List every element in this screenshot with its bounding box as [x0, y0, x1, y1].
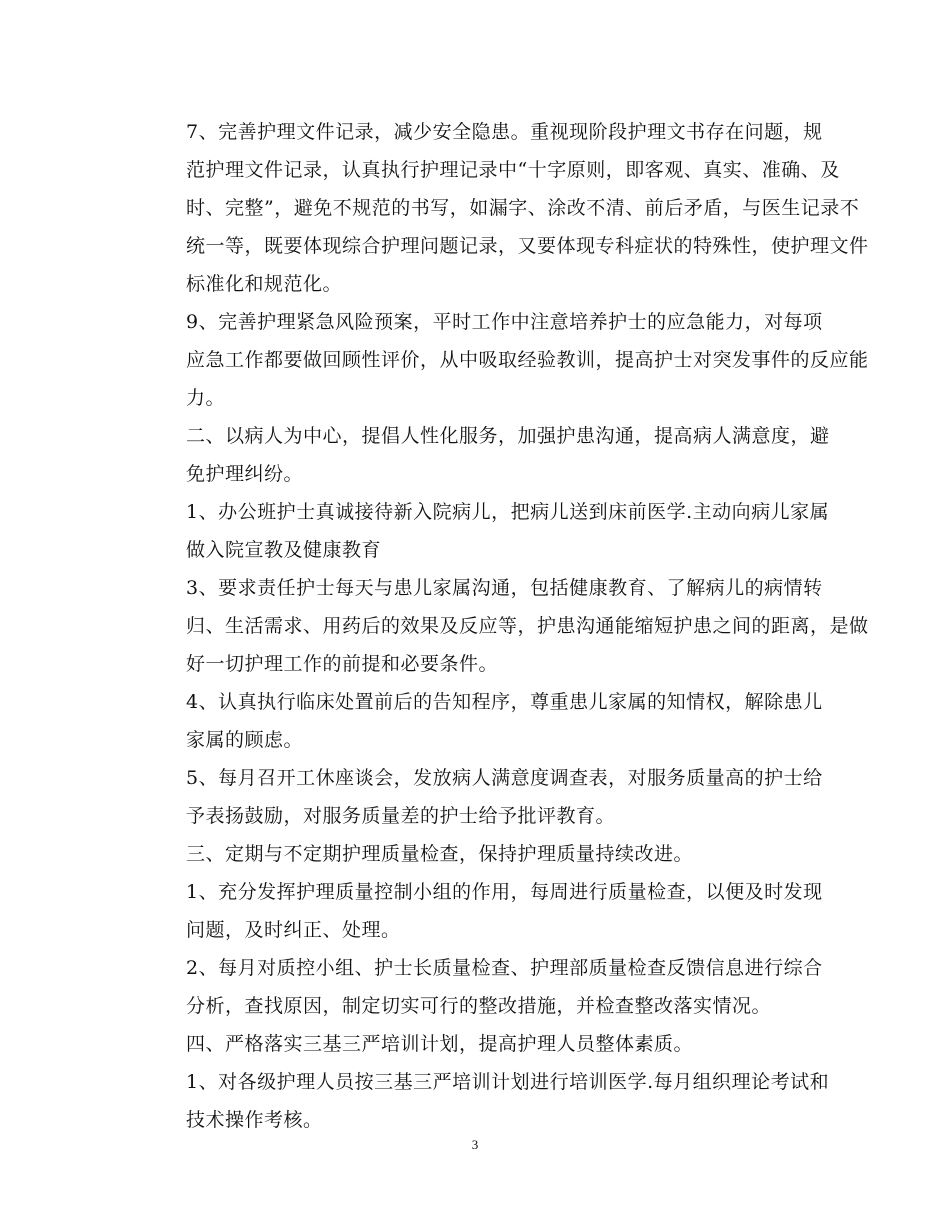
text-line: 四、严格落实三基三严培训计划，提高护理人员整体素质。: [186, 1033, 694, 1055]
text-line: 2、每月对质控小组、护士长质量检查、护理部质量检查反馈信息进行综合: [186, 957, 823, 979]
paragraph: [144, 1063, 830, 1139]
text-line: 统一等，既要体现综合护理问题记录，又要体现专科症状的特殊性，使护理文件: [186, 235, 869, 257]
text-line: 1、充分发挥护理质量控制小组的作用，每周进行质量检查，以便及时发现: [186, 881, 823, 903]
paragraph: [144, 835, 806, 873]
text-line: 二、以病人为中心，提倡人性化服务，加强护患沟通，提高病人满意度，避: [186, 425, 830, 447]
text-line: 4、认真执行临床处置前后的告知程序，尊重患儿家属的知情权，解除患儿: [186, 691, 823, 713]
paragraph: [144, 303, 869, 417]
text-line: 分析，查找原因，制定切实可行的整改措施，并检查整改落实情况。: [186, 995, 772, 1017]
text-line: 9、完善护理紧急风险预案，平时工作中注意培养护士的应急能力，对每项: [186, 311, 823, 333]
text-line: 1、办公班护士真诚接待新入院病儿，把病儿送到床前医学.主动向病儿家属: [186, 501, 830, 523]
text-line: 标准化和规范化。: [186, 273, 343, 295]
text-line: 1、对各级护理人员按三基三严培训计划进行培训医学.每月组织理论考试和: [186, 1071, 830, 1093]
text-line: 3、要求责任护士每天与患儿家属沟通，包括健康教育、了解病儿的病情转: [186, 577, 823, 599]
text-line: 免护理纠纷。: [186, 463, 304, 485]
paragraph: [144, 759, 823, 835]
text-line: 力。: [186, 387, 226, 409]
paragraph: [144, 113, 869, 303]
text-line: 三、定期与不定期护理质量检查，保持护理质量持续改进。: [186, 843, 694, 865]
text-line: 应急工作都要做回顾性评价，从中吸取经验教训，提高护士对突发事件的反应能: [186, 349, 869, 371]
paragraph: [144, 683, 823, 759]
text-line: 归、生活需求、用药后的效果及反应等，护患沟通能缩短护患之间的距离，是做: [186, 615, 869, 637]
paragraph: [144, 1025, 806, 1063]
text-line: 好一切护理工作的前提和必要条件。: [186, 653, 499, 675]
text-line: 7、完善护理文件记录，减少安全隐患。重视现阶段护理文书存在问题，规: [186, 121, 823, 143]
text-line: 时、完整”，避免不规范的书写，如漏字、涂改不清、前后矛盾，与医生记录不: [186, 197, 860, 219]
text-line: 问题，及时纠正、处理。: [186, 919, 401, 941]
paragraph: [144, 417, 830, 493]
document-body: [144, 113, 869, 1139]
paragraph: [144, 493, 830, 569]
text-line: 技术操作考核。: [186, 1109, 323, 1131]
text-line: 做入院宣教及健康教育: [186, 539, 382, 561]
page-number: 3: [471, 1137, 479, 1152]
paragraph: [144, 873, 823, 949]
text-line: 家属的顾虑。: [186, 729, 304, 751]
text-line: 予表扬鼓励，对服务质量差的护士给予批评教育。: [186, 805, 616, 827]
text-line: 5、每月召开工休座谈会，发放病人满意度调查表，对服务质量高的护士给: [186, 767, 823, 789]
text-line: 范护理文件记录，认真执行护理记录中“十字原则，即客观、真实、准确、及: [186, 159, 840, 181]
paragraph: [144, 569, 869, 683]
paragraph: [144, 949, 823, 1025]
